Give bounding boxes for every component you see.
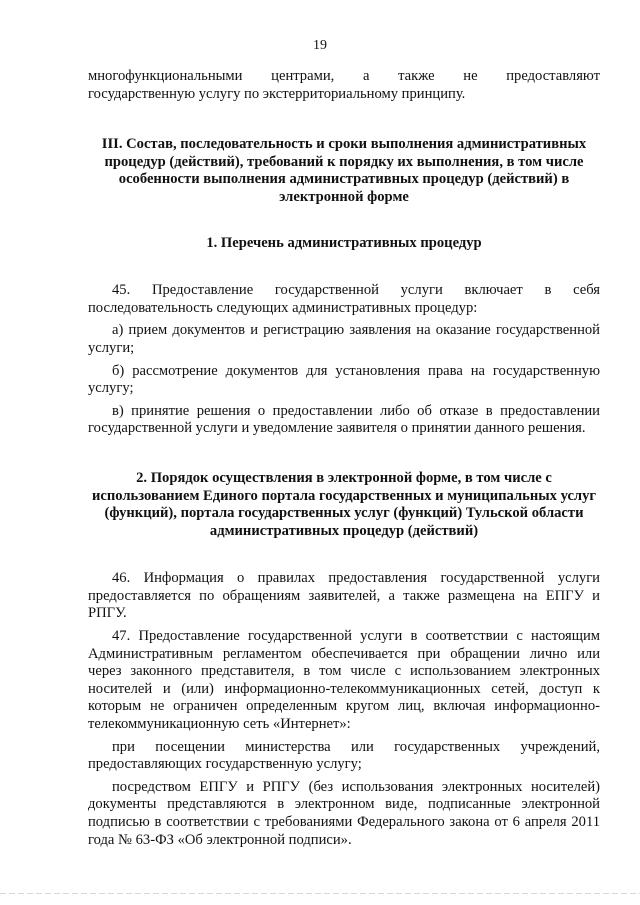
subsection-1-title: 1. Перечень административных процедур (206, 234, 482, 251)
paragraph-45: 45. Предоставление государственной услуги включает в себя последовательность следующих административных процедур: (88, 282, 600, 316)
intro-line-2: государственную услугу по экстерриториальному принципу. (88, 85, 466, 102)
paragraph-45-item-c: в) принятие решения о предоставлении либо об отказе в предоставлении государственной услуги и уведомление заявителя о принятии данного решения. (88, 402, 600, 437)
section-2-title: 2. Порядок осуществления в электронной форме, в том числе с использованием Единого портала государственных и муниципальных услуг (функций), портала государственных услуг (функций) Тульской области административных процедур (действий) (91, 469, 597, 539)
paragraph-47-item-1: при посещении министерства или государственных учреждений, предоставляющих государственную услугу; (88, 738, 600, 773)
page-number: 19 (313, 38, 327, 53)
section-3-title: III. Состав, последовательность и сроки выполнения административных процедур (действий), требований к порядку их выполнения, в том числе особенности выполнения административных процедур (действий) в электронной форме (101, 136, 587, 205)
paragraph-45-item-a: а) прием документов и регистрацию заявления на оказание государственной услуги; (88, 322, 600, 356)
paragraph-47-item-2: посредством ЕПГУ и РПГУ (без использования электронных носителей) документы представляются в электронном виде, подписанные электронной подписью в соответствии с требованиями Федерального закона от 6 апреля 2011 года № 63-ФЗ «Об электронной подписи». (88, 778, 600, 848)
paragraph-47: 47. Предоставление государственной услуги в соответствии с настоящим Административным регламентом обеспечивается при обращении лично или через законного представителя, в том числе с использованием электронных носителей и (или) информационно-телекоммуникационных сетей, доступ к которым не ограничен определенным кругом лиц, включая информационно-телекоммуникационную сеть «Интернет»: (88, 628, 600, 733)
paragraph-45-item-b: б) рассмотрение документов для установления права на государственную услугу; (88, 362, 600, 397)
paragraph-46: 46. Информация о правилах предоставления государственной услуги предоставляется по обращениям заявителей, а также размещена на ЕПГУ и РПГУ. (88, 570, 600, 622)
intro-line-1: многофункциональными центрами, а также не предоставляют (88, 68, 600, 84)
scan-bottom-edge (0, 893, 640, 894)
document-body (88, 68, 600, 849)
